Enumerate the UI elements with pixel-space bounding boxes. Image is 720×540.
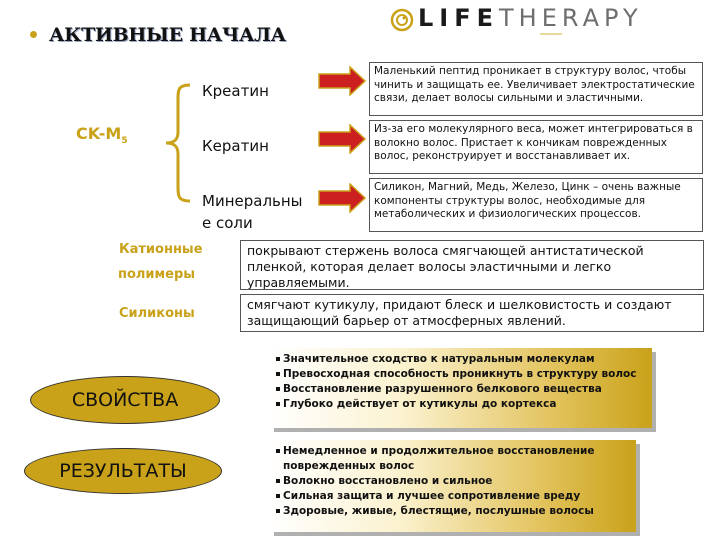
arrow-right-icon bbox=[318, 124, 366, 154]
silicones-description: смягчают кутикулу, придают блеск и шелковистость и создают защищающий барьер от атмосферных явлений. bbox=[240, 294, 704, 332]
page-title-text: АКТИВНЫЕ НАЧАЛА bbox=[49, 24, 286, 46]
results-oval bbox=[24, 448, 222, 494]
ingredient-creatine: Креатин bbox=[202, 82, 269, 100]
keratin-description: Из-за его молекулярного веса, может интегрироваться в волокно волос. Пристает к кончикам поврежденных волос, реконструирует и восстанавливает их. bbox=[369, 120, 703, 174]
silicones-label: Силиконы bbox=[119, 306, 195, 321]
curly-brace-icon bbox=[160, 82, 200, 204]
list-item: Глубоко действует от кутикулы до кортекса bbox=[276, 397, 646, 412]
properties-label: СВОЙСТВА bbox=[71, 389, 179, 411]
complex-label bbox=[76, 124, 128, 146]
list-item: Превосходная способность проникнуть в структуру волос bbox=[276, 367, 646, 382]
ingredient-keratin: Кератин bbox=[202, 137, 269, 155]
creatine-description: Маленький пептид проникает в структуру волос, чтобы чинить и защищать ее. Увеличивает электростатические связи, делает волосы сильными и эластичными. bbox=[369, 62, 703, 116]
list-item: Значительное сходство к натуральным молекулам bbox=[276, 352, 646, 367]
arrow-right-icon bbox=[318, 66, 366, 96]
logo-underline bbox=[540, 33, 562, 35]
ingredient-mineral-salts-line2: е соли bbox=[202, 214, 253, 232]
list-item: Волокно восстановлено и сильное bbox=[276, 474, 630, 489]
arrow-right-icon bbox=[318, 183, 366, 213]
cationic-description: покрывают стержень волоса смягчающей антистатической пленкой, которая делает волосы эластичными и легко управляемыми. bbox=[240, 240, 704, 290]
list-item: Восстановление разрушенного белкового вещества bbox=[276, 382, 646, 397]
ingredient-mineral-salts bbox=[202, 190, 303, 234]
results-list bbox=[270, 440, 636, 532]
list-item: Здоровые, живые, блестящие, послушные волосы bbox=[276, 504, 630, 519]
properties-oval bbox=[30, 376, 220, 424]
mineral-salts-description: Силикон, Магний, Медь, Железо, Цинк – очень важные компоненты структуры волос, необходимые для метаболических и физиологических процессов. bbox=[369, 178, 703, 232]
bullet-dot-icon bbox=[30, 31, 37, 38]
properties-list bbox=[270, 348, 652, 428]
complex-name: CK-M bbox=[76, 124, 122, 143]
cationic-label-line1: Катионные bbox=[119, 242, 203, 257]
results-label: РЕЗУЛЬТАТЫ bbox=[59, 460, 187, 482]
lifetherapy-logo-icon bbox=[390, 8, 414, 32]
cationic-label-line2: полимеры bbox=[118, 267, 196, 282]
page-title bbox=[30, 24, 286, 46]
complex-subscript: 5 bbox=[121, 136, 128, 147]
list-item: Немедленное и продолжительное восстановление поврежденных волос bbox=[276, 444, 630, 474]
ingredient-mineral-salts-line1: Минеральны bbox=[202, 192, 303, 210]
logo-word-therapy: THERAPY bbox=[499, 4, 643, 32]
logo-word-life: LIFE bbox=[418, 4, 500, 32]
brand-logo bbox=[418, 4, 643, 32]
list-item: Сильная защита и лучшее сопротивление вреду bbox=[276, 489, 630, 504]
